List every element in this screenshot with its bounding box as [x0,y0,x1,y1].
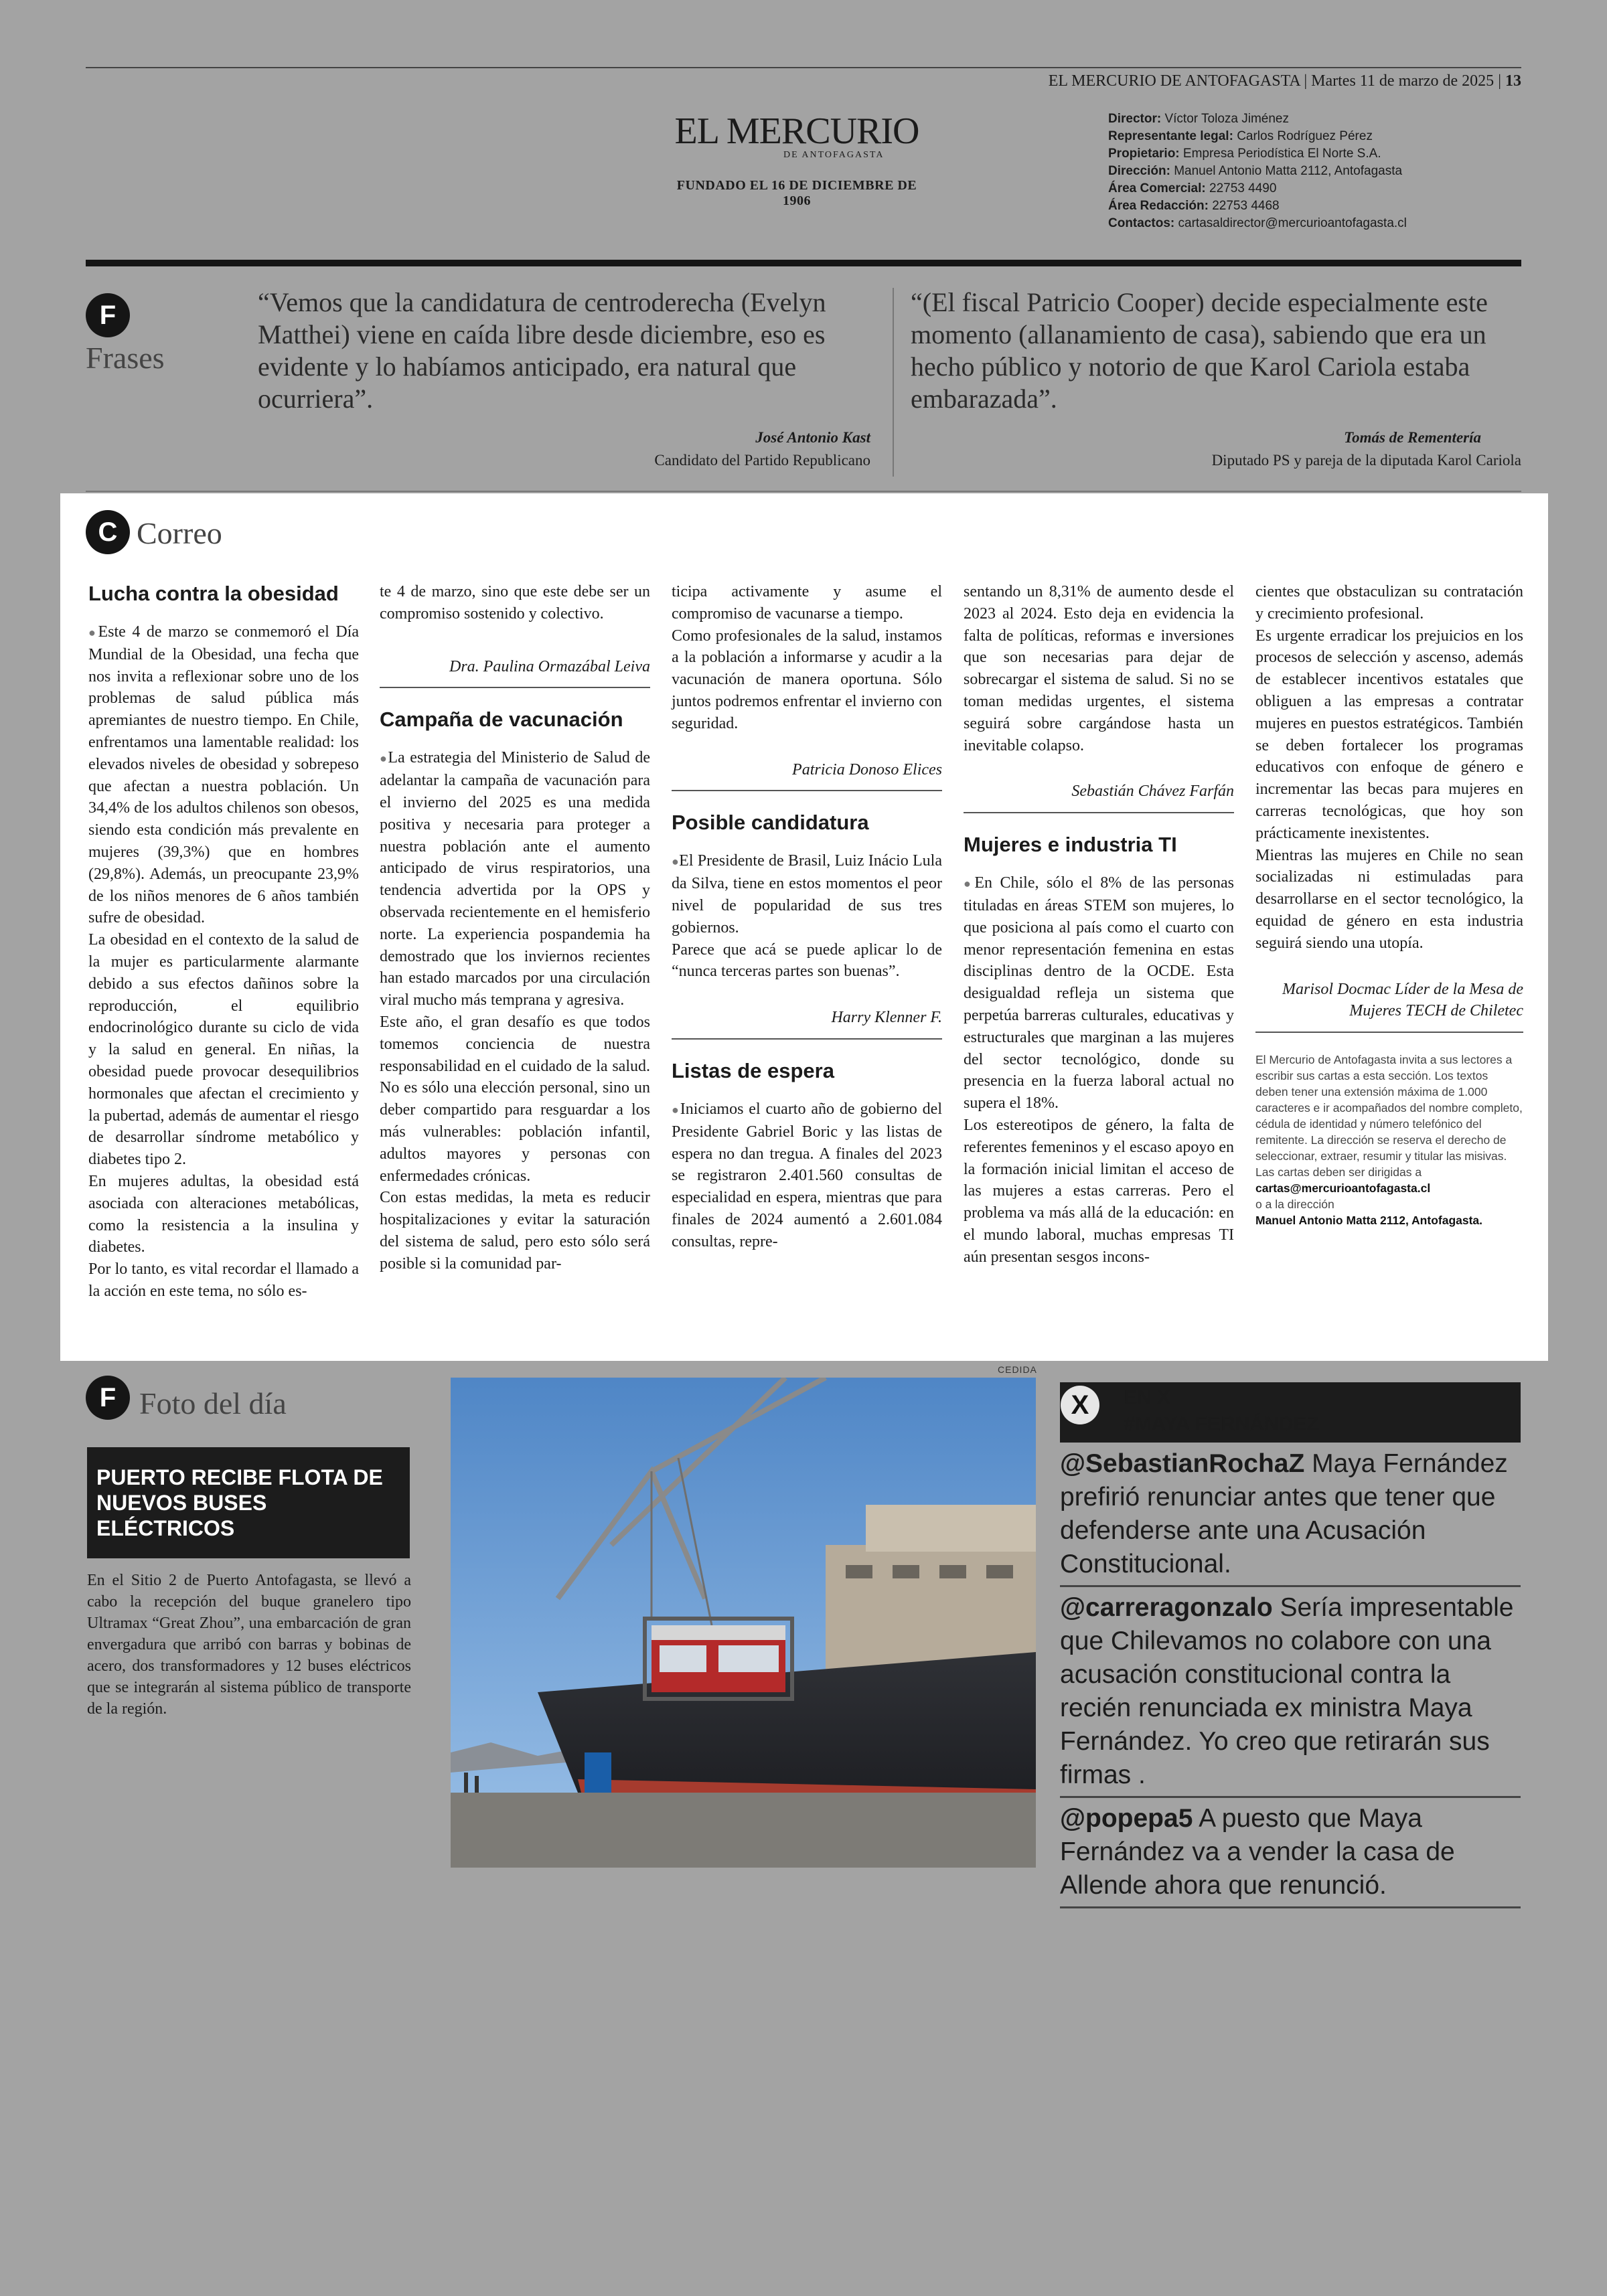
tweet-handle[interactable]: @SebastianRochaZ [1060,1449,1305,1478]
quote-role: Diputado PS y pareja de la diputada Karol Cariola [1211,452,1521,469]
frases-section-label: Frases [86,341,165,375]
tweet-divider [1060,1796,1521,1798]
letter-divider [380,687,650,688]
letter-paragraph: Parece que acá se puede aplicar lo de “nunca terceras partes son buenas”. [672,940,942,981]
foto-badge-icon: F [86,1376,130,1420]
correo-column-2 [380,581,650,1275]
letter-paragraph: sentando un 8,31% de aumento desde el 2023 al 2024. Esto deja en evidencia la falta de políticas, reformas e inversiones que son necesarias para dejar de sobrecargar el sistema de salud. Si no se toman medidas urgentes, el sistema seguirá sobre cargándose hasta un inevitable colapso. [964,583,1234,754]
quote-text: “Vemos que la candidatura de centroderecha (Evelyn Matthei) viene en caída libre desde diciembre, eso es evidente y lo habíamos anticipado, era natural que ocurriera”. [258,287,826,414]
x-feed [1060,1447,1521,1912]
foto-headline-line: NUEVOS BUSES ELÉCTRICOS [96,1491,267,1540]
port-photo [451,1378,1036,1868]
frases-bottom-rule [86,491,1521,492]
masthead-logo: EL MERCURIO [674,110,919,152]
x-hashtag: #MAYA FERNÁNDEZ [1124,1413,1319,1435]
letter-paragraph: Como profesionales de la salud, instamos a la población a informarse y acudir a la vacunación de manera oportuna. Sólo juntos podremos enfrentar el invierno con seguridad. [672,627,942,732]
correo-column-1 [88,581,359,1303]
x-badge-icon: X [1061,1386,1099,1424]
correo-section-label: Correo [137,516,222,550]
correo-column-3 [672,581,942,1253]
tweet-text: Maya Fernández prefirió renunciar antes que tener que defenderse ante una Acusación Constitucional. [1060,1449,1508,1578]
page-number: 13 [1505,72,1521,90]
tweet-handle[interactable]: @popepa5 [1060,1804,1193,1833]
tweet [1060,1591,1521,1795]
letter-title: Lucha contra la obesidad [88,582,339,605]
tweet-divider [1060,1585,1521,1587]
x-section-title: EN X #MAYA FERNÁNDEZ [1124,1384,1319,1438]
publication-date: Martes 11 de marzo de 2025 [1311,72,1495,90]
letter-signature: Sebastián Chávez Farfán [1071,783,1234,801]
quote-role: Candidato del Partido Republicano [654,452,870,469]
correo-column-5 [1255,581,1523,1228]
foto-headline-box [87,1447,410,1558]
tweet [1060,1802,1521,1905]
tweet-divider [1060,1906,1521,1908]
letter-title: Mujeres e industria TI [964,833,1177,857]
dock [451,1793,1036,1868]
quote-author: José Antonio Kast [755,429,870,446]
letter-paragraph: Mientras las mujeres en Chile no sean socializadas ni estimuladas para desarrollarse en el sector tecnológico, la equidad de género en esta industria seguirá siendo una utopía. [1255,846,1523,952]
letter-divider [672,790,942,791]
staff-row: Contactos: cartasaldirector@mercurioantofagasta.cl [1108,216,1407,230]
letter-paragraph: ● Iniciamos el cuarto año de gobierno del Presidente Gabriel Boric y las listas de espera no dan tregua. A finales del 2023 se registraron 2.401.560 consultas de especialidad en espera, mientras que para finales de 2024 aumentó a 2.601.084 consultas, repre- [672,1098,942,1253]
staff-row: Director: Víctor Toloza Jiménez [1108,112,1289,126]
masthead [670,112,924,209]
tweet-text: Sería impresentable que Chilevamos no colabore con una acusación constitucional contra la recién renunciada ex ministra Maya Fernández. Yo creo que retirarán sus firmas . [1060,1593,1514,1789]
ship-deck-structure [826,1545,1036,1672]
letters-address: Manuel Antonio Matta 2112, Antofagasta. [1255,1214,1483,1228]
letter-paragraph: Los estereotipos de género, la falta de referentes femeninos y el escaso apoyo en la formación inicial limitan el acceso de las mujeres a estas carreras. Pero el problema va más allá de la educación: en el mundo laboral, muchas empresas TI aún presentan sesgos incons- [964,1116,1234,1266]
foto-section-label: Foto del día [139,1386,287,1420]
staff-row: Propietario: Empresa Periodística El Norte S.A. [1108,147,1381,161]
header-thick-rule [86,260,1521,266]
quote-author: Tomás de Rementería [1344,429,1481,446]
staff-row: Representante legal: Carlos Rodríguez Pérez [1108,129,1373,143]
letter-paragraph: te 4 de marzo, sino que este debe ser un compromiso sostenido y colectivo. [380,583,650,623]
publication-line: EL MERCURIO DE ANTOFAGASTA | Martes 11 de marzo de 2025 | 13 [1048,72,1521,90]
publication-name: EL MERCURIO DE ANTOFAGASTA [1048,72,1300,90]
staff-row: Área Redacción: 22753 4468 [1108,199,1280,213]
letter-paragraph: ● En Chile, sólo el 8% de las personas tituladas en áreas STEM son mujeres, lo que posiciona al país como el cuarto con menor representación femenina en estas disciplinas dentro de la OCDE. Esta desigualdad refleja un sistema que perpetúa barreras culturales, educativas y estructurales que marginan a las mujeres del sector tecnológico, donde su presencia en la fuerza laboral actual no supera el 18%. [964,872,1234,1115]
letter-paragraph: Por lo tanto, es vital recordar el llamado a la acción en este tema, no sólo es- [88,1260,359,1300]
letter-divider [1255,1032,1523,1033]
foto-caption: En el Sitio 2 de Puerto Antofagasta, se llevó a cabo la recepción del buque granelero tipo Ultramax “Great Zhou”, una embarcación de gran envergadura que arribó con barras y bobinas de acero, dos transformadores y 12 buses eléctricos que se integrarán al sistema público de transporte de la región. [87,1572,411,1718]
staff-box [1108,110,1407,232]
letters-submission-note: El Mercurio de Antofagasta invita a sus lectores a escribir sus cartas a esta sección. Los textos deben tener una extensión máxima de 1.000 caracteres e ir acompañados del nombre completo, cédula de identidad y número telefónico del remitente. La dirección se reserva el derecho de seleccionar, extraer, resumir y titular las misivas. Las cartas deben ser dirigidas a cartas@mercurioantofagasta.cl o a la dirección Manuel Antonio Matta 2112, Antofagasta. [1255,1053,1523,1228]
letter-paragraph: Con estas medidas, la meta es reducir hospitalizaciones y evitar la saturación del sistema de salud, pero esto sólo será posible si la comunidad par- [380,1189,650,1273]
letter-paragraph: La obesidad en el contexto de la salud de la mujer es particularmente alarmante debido a sus efectos dañinos sobre la reproducción, el equilibrio endocrinológico durante su ciclo de vida y la salud en general. En niñas, la obesidad puede provocar desequilibrios hormonales que afectan el crecimiento y la pubertad, además de aumentar el riesgo de desarrollar síndrome metabólico y diabetes tipo 2. [88,931,359,1169]
letter-paragraph: cientes que obstaculizan su contratación y crecimiento profesional. [1255,583,1523,623]
foto-headline-line: PUERTO RECIBE FLOTA DE [96,1465,383,1489]
correo-column-4 [964,581,1234,1268]
letter-paragraph: ● La estrategia del Ministerio de Salud de adelantar la campaña de vacunación para el invierno del 2025 es una medida positiva y necesaria para proteger a nuestra población ante el aumento anticipado de virus respiratorios, una tendencia advertida por la OPS y observada recientemente en el hemisferio norte. La experiencia pospandemia ha demostrado que los inviernos recientes han estado marcados por una circulación viral mucho más temprana y agresiva. [380,747,650,1011]
tweet [1060,1447,1521,1584]
photo-credit: CEDIDA [998,1364,1037,1375]
frases-divider [893,288,894,477]
staff-row: Dirección: Manuel Antonio Matta 2112, Antofagasta [1108,164,1403,178]
letters-email[interactable]: cartas@mercurioantofagasta.cl [1255,1181,1431,1196]
letter-signature: Patricia Donoso Elices [792,760,942,778]
letter-divider [964,812,1234,813]
header-top-rule [86,67,1521,68]
letter-paragraph: Es urgente erradicar los prejuicios en los procesos de selección y ascenso, además de establecer incentivos estatales que obliguen a las empresas a contratar mujeres en puestos estratégicos. También se deben fortalecer los programas educativos con enfoque de género e incrementar las becas para mujeres en carreras tecnológicas, que hoy son prácticamente inexistentes. [1255,627,1523,842]
masthead-logo-sub: DE ANTOFAGASTA [783,150,885,160]
letter-title: Campaña de vacunación [380,708,623,732]
letter-paragraph: ticipa activamente y asume el compromiso de vacunarse a tiempo. [672,583,942,623]
letter-divider [672,1038,942,1040]
letter-paragraph: Este año, el gran desafío es que todos tomemos conciencia de nuestra responsabilidad en el cuidado de la salud. No es sólo una elección personal, sino un deber compartido para resguardar a los más vulnerables: población infantil, adultos mayores y personas con enfermedades crónicas. [380,1013,650,1185]
frases-badge-icon: F [86,293,130,337]
letter-signature: Marisol Docmac Líder de la Mesa de Mujeres TECH de Chiletec [1282,980,1523,1020]
tweet-text: A puesto que Maya Fernández va a vender la casa de Allende ahora que renunció. [1060,1804,1455,1900]
letter-signature: Dra. Paulina Ormazábal Leiva [449,657,650,675]
letter-signature: Harry Klenner F. [831,1009,942,1027]
letter-title: Posible candidatura [672,811,869,835]
staff-row: Área Comercial: 22753 4490 [1108,181,1277,195]
correo-badge-icon: C [86,510,130,554]
letter-paragraph: En mujeres adultas, la obesidad está asociada con alteraciones metabólicas, como la resistencia a la insulina y diabetes. [88,1172,359,1256]
hanging-bus [645,1619,792,1699]
letter-paragraph: ● Este 4 de marzo se conmemoró el Día Mundial de la Obesidad, una fecha que nos invita a reflexionar sobre uno de los problemas de salud pública más apremiantes de nuestro tiempo. En Chile, enfrentamos una lamentable realidad: los elevados niveles de obesidad y sobrepeso que afectan a nuestra población. Un 34,4% de los adultos chilenos son obesos, siendo esta condición más prevalente en mujeres (39,3%) que en hombres (29,8%). Además, un preocupante 23,9% de los niños menores de 6 años también sufre de obesidad. [88,621,359,929]
letter-title: Listas de espera [672,1058,834,1082]
letter-paragraph: ● El Presidente de Brasil, Luiz Inácio Lula da Silva, tiene en estos momentos el peor nivel de popularidad de sus tres gobiernos. [672,850,942,938]
founded-line: FUNDADO EL 16 DE DICIEMBRE DE 1906 [676,178,917,208]
tweet-handle[interactable]: @carreragonzalo [1060,1593,1273,1622]
quote-text: “(El fiscal Patricio Cooper) decide especialmente este momento (allanamiento de casa), sabiendo que era un hecho público y notorio de que Karol Cariola estaba embarazada”. [911,287,1488,414]
